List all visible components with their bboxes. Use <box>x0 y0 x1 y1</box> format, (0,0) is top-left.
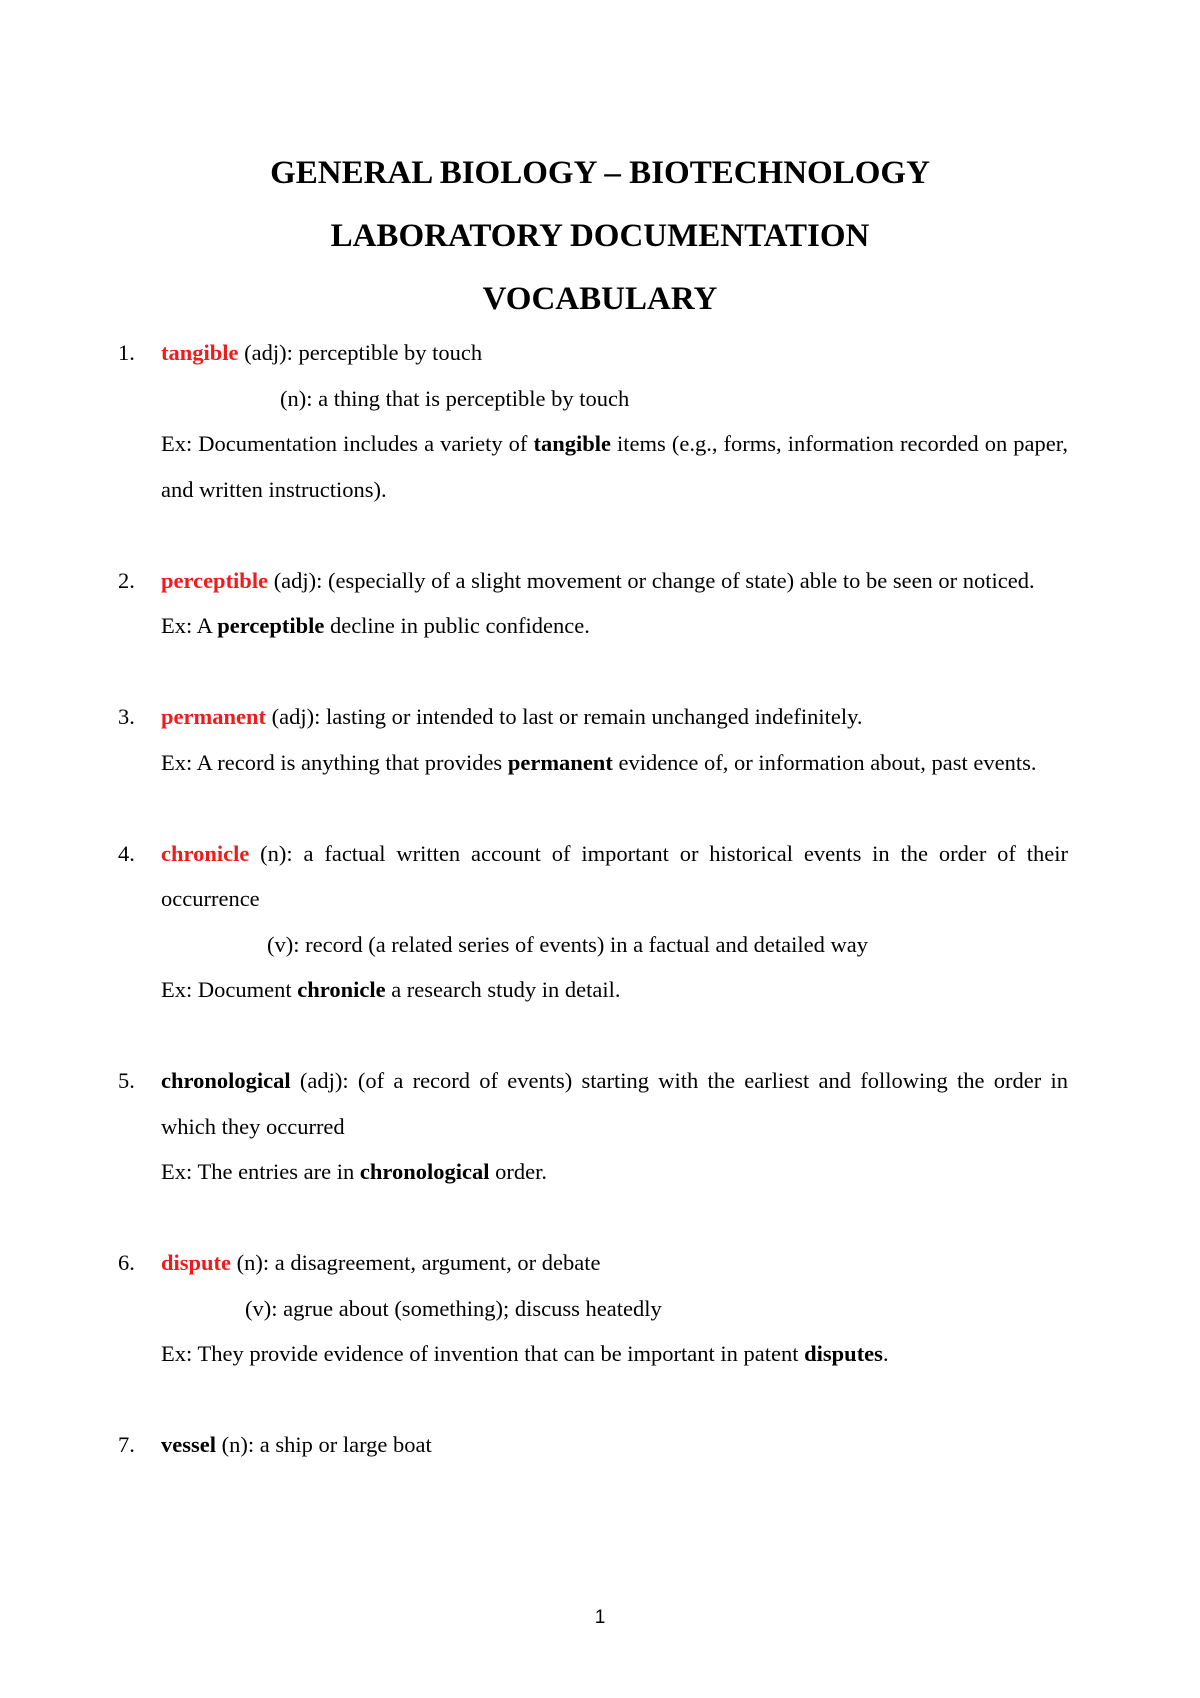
vocab-word: permanent <box>161 704 266 729</box>
vocab-entry-tangible <box>118 330 1068 512</box>
definition-text: (adj): lasting or intended to last or remain unchanged indefinitely. <box>266 704 863 729</box>
sub-definition: (v): agrue about (something); discuss heatedly <box>245 1295 662 1321</box>
vocab-entry-chronological <box>118 1058 1068 1195</box>
vocab-word: dispute <box>161 1250 232 1275</box>
example-keyword: tangible <box>533 431 611 456</box>
example-keyword: disputes <box>804 1341 883 1366</box>
example-keyword: chronicle <box>297 977 386 1002</box>
vocab-entry-dispute <box>118 1240 1068 1377</box>
vocab-entry-chronicle <box>118 831 1068 1013</box>
definition-line <box>161 1058 1068 1149</box>
title-line-1: GENERAL BIOLOGY – BIOTECHNOLOGY <box>270 155 930 191</box>
example-keyword: perceptible <box>217 613 325 638</box>
vocab-entry-perceptible <box>118 558 1068 649</box>
definition-text: (adj): (especially of a slight movement or change of state) able to be seen or noticed. <box>268 567 1035 593</box>
example-text-post: decline in public confidence. <box>324 613 590 638</box>
example-text-pre: Ex: A record is anything that provides <box>161 749 508 775</box>
example-keyword: chronological <box>359 1159 490 1184</box>
example-text-pre: Ex: Documentation includes a variety of <box>161 431 534 456</box>
entry-number: 4. <box>118 840 135 866</box>
definition-text: (n): a ship or large boat <box>216 1432 432 1457</box>
sub-definition: (v): record (a related series of events) in a factual and detailed way <box>267 931 868 957</box>
definition-line <box>161 831 1068 922</box>
definition-line <box>161 1422 1068 1468</box>
example-sentence <box>161 967 1068 1013</box>
definition-line <box>161 330 1068 376</box>
page-number: 1 <box>594 1607 606 1628</box>
sub-definition: (n): a thing that is perceptible by touch <box>280 385 630 411</box>
example-text-post: evidence of, or information about, past events. <box>612 749 1037 775</box>
example-keyword: permanent <box>507 749 613 775</box>
entry-number: 3. <box>118 704 135 729</box>
vocab-word: vessel <box>161 1432 216 1457</box>
example-text-post: order. <box>489 1159 547 1184</box>
title-line-3: VOCABULARY <box>482 281 718 317</box>
title-block <box>0 142 1200 331</box>
vocabulary-list <box>118 330 1068 1468</box>
definition-text: (adj): perceptible by touch <box>238 340 483 365</box>
example-sentence <box>161 1149 1068 1195</box>
definition-text: (n): a factual written account of important or historical events in the order of their occurrence <box>161 840 1068 911</box>
example-text-pre: Ex: The entries are in <box>161 1159 360 1184</box>
vocab-word: chronological <box>161 1068 291 1093</box>
entry-number: 5. <box>118 1068 135 1093</box>
entry-number: 7. <box>118 1432 135 1457</box>
title-line-2: LABORATORY DOCUMENTATION <box>330 218 870 254</box>
example-text-post: . <box>882 1341 889 1366</box>
vocab-word: tangible <box>161 340 239 365</box>
example-sentence <box>161 603 1068 649</box>
entry-number: 6. <box>118 1250 135 1275</box>
example-text-pre: Ex: Document <box>161 977 298 1002</box>
vocab-entry-vessel <box>118 1422 1068 1468</box>
vocab-word: perceptible <box>161 567 269 593</box>
example-text-post: items (e.g., forms, information recorded on paper, and written instructions). <box>161 431 1068 502</box>
vocab-entry-permanent <box>118 694 1068 785</box>
definition-line <box>161 558 1068 604</box>
example-sentence <box>161 1331 1068 1377</box>
definition-line <box>161 694 1068 740</box>
definition-line <box>161 1240 1068 1286</box>
example-sentence <box>161 421 1068 512</box>
example-sentence <box>161 740 1068 786</box>
entry-number: 1. <box>118 340 135 365</box>
example-text-pre: Ex: They provide evidence of invention that can be important in patent <box>161 1341 805 1366</box>
example-text-post: a research study in detail. <box>385 977 621 1002</box>
vocab-word: chronicle <box>161 840 250 866</box>
entry-number: 2. <box>118 567 135 593</box>
definition-text: (n): a disagreement, argument, or debate <box>231 1250 601 1275</box>
example-text-pre: Ex: A <box>161 613 218 638</box>
definition-text: (adj): (of a record of events) starting with the earliest and following the order in which they occurred <box>161 1068 1068 1139</box>
